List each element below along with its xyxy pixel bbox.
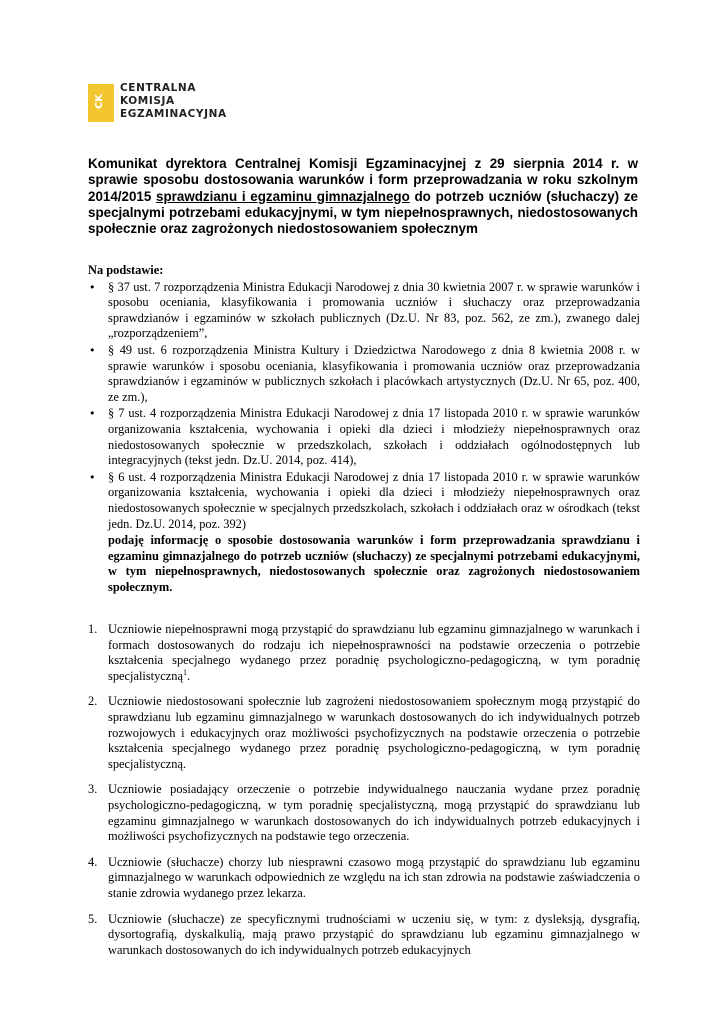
title-part-1: Komunikat dyrektora Centralnej Komisji Egzaminacyjnej z 29 sierpnia 2014 r. w sprawie sposobu dostosowania warunków i form przeprowadzania w roku szkolnym 2014/2015 xyxy=(88,156,638,204)
point-text: Uczniowie (słuchacze) chorzy lub niesprawni czasowo mogą przystąpić do sprawdzianu lub egzaminu gimnazjalnego w warunkach odpowiednich ze względu na ich stan zdrowia na podstawie zaświadczenia o stanie zdrowia wydanego przez lekarza. xyxy=(108,854,640,900)
title-part-2: do potrzeb uczniów (słuchaczy) ze specjalnymi potrzebami edukacyjnymi, w tym niepełnosprawnych, niedostosowanych społecznie oraz zagrożonych niedostosowaniem społecznym xyxy=(88,188,638,237)
point-text: Uczniowie niedostosowani społecznie lub zagrożeni niedostosowaniem społecznym mogą przystąpić do sprawdzianu lub egzaminu gimnazjalnego w warunkach dostosowanych do ich indywidualnych potrzeb rozwojowych i edukacyjnych oraz możliwości psychofizycznych na podstawie orzeczenia o potrzebie kształcenia specjalnego wydanego przez poradnię psychologiczno-pedagogiczną, w tym poradnię specjalistyczną. xyxy=(108,694,640,771)
basis-list xyxy=(88,280,640,533)
point-number: 1. xyxy=(88,622,98,636)
point-text: Uczniowie niepełnosprawni mogą przystąpić do sprawdzianu lub egzaminu gimnazjalnego w warunkach i formach dostosowanych do rodzaju ich niepełnosprawności na podstawie orzeczenia o potrzebie kształcenia specjalnego wydanego przez poradnię psychologiczno-pedagogiczną, w tym poradnię specjalistyczną xyxy=(108,622,640,683)
logo-text xyxy=(120,82,227,121)
points-list xyxy=(88,622,640,958)
point-tail: . xyxy=(187,668,191,683)
logo-line-1: CENTRALNA xyxy=(120,82,197,94)
point-number: 3. xyxy=(88,782,98,797)
basis-heading: Na podstawie: xyxy=(88,263,164,277)
footnote-ref[interactable]: 1 xyxy=(183,667,187,677)
points-section xyxy=(88,622,640,968)
document-title xyxy=(88,156,638,237)
cke-logo xyxy=(88,84,248,124)
basis-item: • § 6 ust. 4 rozporządzenia Ministra Edukacji Narodowej z dnia 17 listopada 2010 r. w sprawie warunków organizowania kształcenia, wychowania i opieki dla dzieci i młodzieży niepełnosprawnych oraz niedostosowanych społecznie w specjalnych przedszkolach, szkołach i oddziałach oraz w ośrodkach (tekst jedn. Dz.U. 2014, poz. 392) xyxy=(88,470,640,532)
point-number: 2. xyxy=(88,694,98,709)
basis-item: • § 49 ust. 6 rozporządzenia Ministra Kultury i Dziedzictwa Narodowego z dnia 8 kwietnia 2008 r. w sprawie warunków i sposobu oceniania, klasyfikowania i promowania uczniów oraz przeprowadzania sprawdzianów i egzaminów w publicznych szkołach i placówkach artystycznych (Dz.U. Nr 65, poz. 400, ze zm.), xyxy=(88,343,640,405)
basis-item: • § 37 ust. 7 rozporządzenia Ministra Edukacji Narodowej z dnia 30 kwietnia 2007 r. w sprawie warunków i sposobu oceniania, klasyfikowania i promowania uczniów i słuchaczy oraz przeprowadzania sprawdzianów i egzaminów w szkołach publicznych (Dz.U. Nr 83, poz. 562, ze zm.), zwanego dalej „rozporządzeniem”, xyxy=(88,280,640,342)
logo-mark xyxy=(88,84,114,122)
point-item xyxy=(88,912,640,959)
point-item xyxy=(88,694,640,772)
title-underlined: sprawdzianu i egzaminu gimnazjalnego xyxy=(156,188,410,204)
point-item xyxy=(88,782,640,844)
point-item xyxy=(88,855,640,902)
legal-basis xyxy=(88,263,640,595)
logo-badge: CK xyxy=(94,93,106,110)
point-number: 5. xyxy=(88,911,98,926)
point-number: 4. xyxy=(88,854,98,869)
point-text: Uczniowie (słuchacze) ze specyficznymi trudnościami w uczeniu się, w tym: z dysleksją, dysgrafią, dysortografią, dyskalkulią, mają prawo przystąpić do sprawdzianu lub egzaminu gimnazjalnego w warunkach dostosowanych do ich indywidualnych potrzeb edukacyjnych xyxy=(108,911,640,957)
logo-line-3: EGZAMINACYJNA xyxy=(120,108,227,120)
logo-line-2: KOMISJA xyxy=(120,95,175,107)
point-text: Uczniowie posiadający orzeczenie o potrzebie indywidualnego nauczania wydane przez poradnię psychologiczno-pedagogiczną, w tym poradnię specjalistyczną, mogą przystąpić do sprawdzianu lub egzaminu gimnazjalnego w warunkach dostosowanych do ich indywidualnych potrzeb edukacyjnych i możliwości psychofizycznych na podstawie tego orzeczenia. xyxy=(108,782,640,844)
basis-item: • § 7 ust. 4 rozporządzenia Ministra Edukacji Narodowej z dnia 17 listopada 2010 r. w sprawie warunków organizowania kształcenia, wychowania i opieki dla dzieci i młodzieży niepełnosprawnych oraz niedostosowanych społecznie w przedszkolach, szkołach i oddziałach ogólnodostępnych lub integracyjnych (tekst jedn. Dz.U. 2014, poz. 414), xyxy=(88,406,640,468)
point-item xyxy=(88,622,640,684)
declaration: podaję informację o sposobie dostosowania warunków i form przeprowadzania sprawdzianu i egzaminu gimnazjalnego do potrzeb uczniów (słuchaczy) ze specjalnymi potrzebami edukacyjnymi, w tym niepełnosprawnych, niedostosowanych społecznie oraz zagrożonych niedostosowaniem społecznym. xyxy=(108,533,640,594)
